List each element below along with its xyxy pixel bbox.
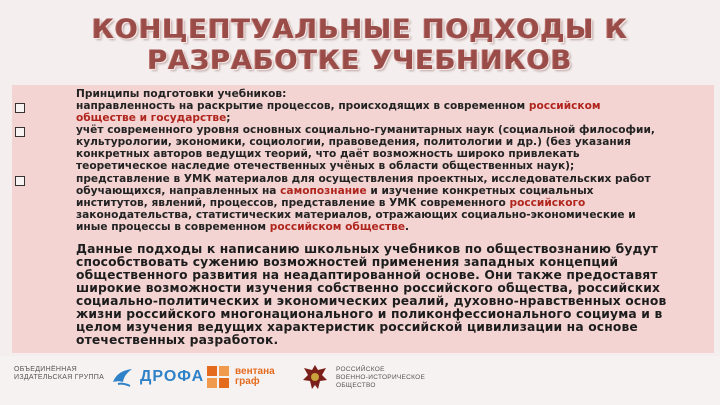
principles-heading: Принципы подготовки учебников:	[76, 88, 287, 100]
bullet-1-line-1: направленность на раскрытие процессов, происходящих в современном российском	[76, 100, 601, 112]
paragraph-line: социально-политических и экономических реалий, духовно-нравственных основ	[76, 294, 667, 308]
paragraph-line: общественного развития на неадаптированной основе. Они также предоставят	[76, 268, 658, 282]
conclusion-paragraph	[76, 243, 712, 347]
bullet-2-line-4: теоретическое наследие отечественных учёных в области общественных наук);	[76, 160, 575, 172]
title-line-1: КОНЦЕПТУАЛЬНЫЕ ПОДХОДЫ К	[91, 14, 629, 45]
checkbox-bullet-icon	[15, 103, 25, 113]
drofa-logo: ДРОФА	[110, 364, 204, 390]
content-panel	[12, 85, 714, 353]
eagle-emblem-icon	[300, 362, 330, 394]
bullet-2-line-3: конкретных авторов ведущих теорий, что даёт возможность широко привлекать	[76, 148, 580, 160]
rio-logo: РОССИЙСКОЕ ВОЕННО-ИСТОРИЧЕСКОЕ ОБЩЕСТВО	[300, 362, 425, 394]
paragraph-line: способствовать сужению возможностей применения западных концепций	[76, 255, 619, 269]
bullet-3-line-1: представление в УМК материалов для осуществления проектных, исследовательских работ	[76, 173, 651, 185]
paragraph-line: целом изучения ведущих характеристик российской цивилизации на основе	[76, 320, 638, 334]
title-line-2: РАЗРАБОТКЕ УЧЕБНИКОВ	[147, 45, 573, 76]
drofa-bird-icon	[110, 364, 136, 390]
bullet-2-line-2: культурологии, экономики, социологии, правоведения, политологии и др.) (без указания	[76, 136, 631, 148]
bullet-3-line-2: обучающихся, направленных на самопознание и изучение конкретных социальных	[76, 185, 594, 197]
paragraph-line: отечественных разработок.	[76, 333, 279, 347]
checkbox-bullet-icon	[15, 127, 25, 137]
bullet-2-line-1: учёт современного уровня основных социально-гуманитарных наук (социальной философии,	[76, 124, 655, 136]
bullet-3-line-5: иные процессы в современном российском обществе.	[76, 221, 410, 233]
slide-title	[0, 14, 720, 76]
bullet-1-line-2: обществе и государстве;	[76, 112, 231, 124]
checkbox-bullet-icon	[15, 176, 25, 186]
ventana-graf-logo: вентана граф	[205, 364, 275, 390]
paragraph-line: жизни российского многонационального и поликонфессионального социума и в	[76, 307, 663, 321]
paragraph-line: широкие возможности изучения собственно российского общества, российских	[76, 281, 661, 295]
bullet-3-line-3: институтов, явлений, процессов, представление в УМК современного российского	[76, 197, 586, 209]
footer-logos	[0, 356, 720, 405]
ventana-grid-icon	[205, 364, 231, 390]
publishing-group-logo: ОБЪЕДИНЁННАЯ ИЗДАТЕЛЬСКАЯ ГРУППА	[14, 366, 105, 381]
bullet-3-line-4: законодательства, статистических материалов, отражающих социально-экономические и	[76, 209, 636, 221]
paragraph-line: Данные подходы к написанию школьных учебников по обществознанию будут	[76, 242, 659, 256]
